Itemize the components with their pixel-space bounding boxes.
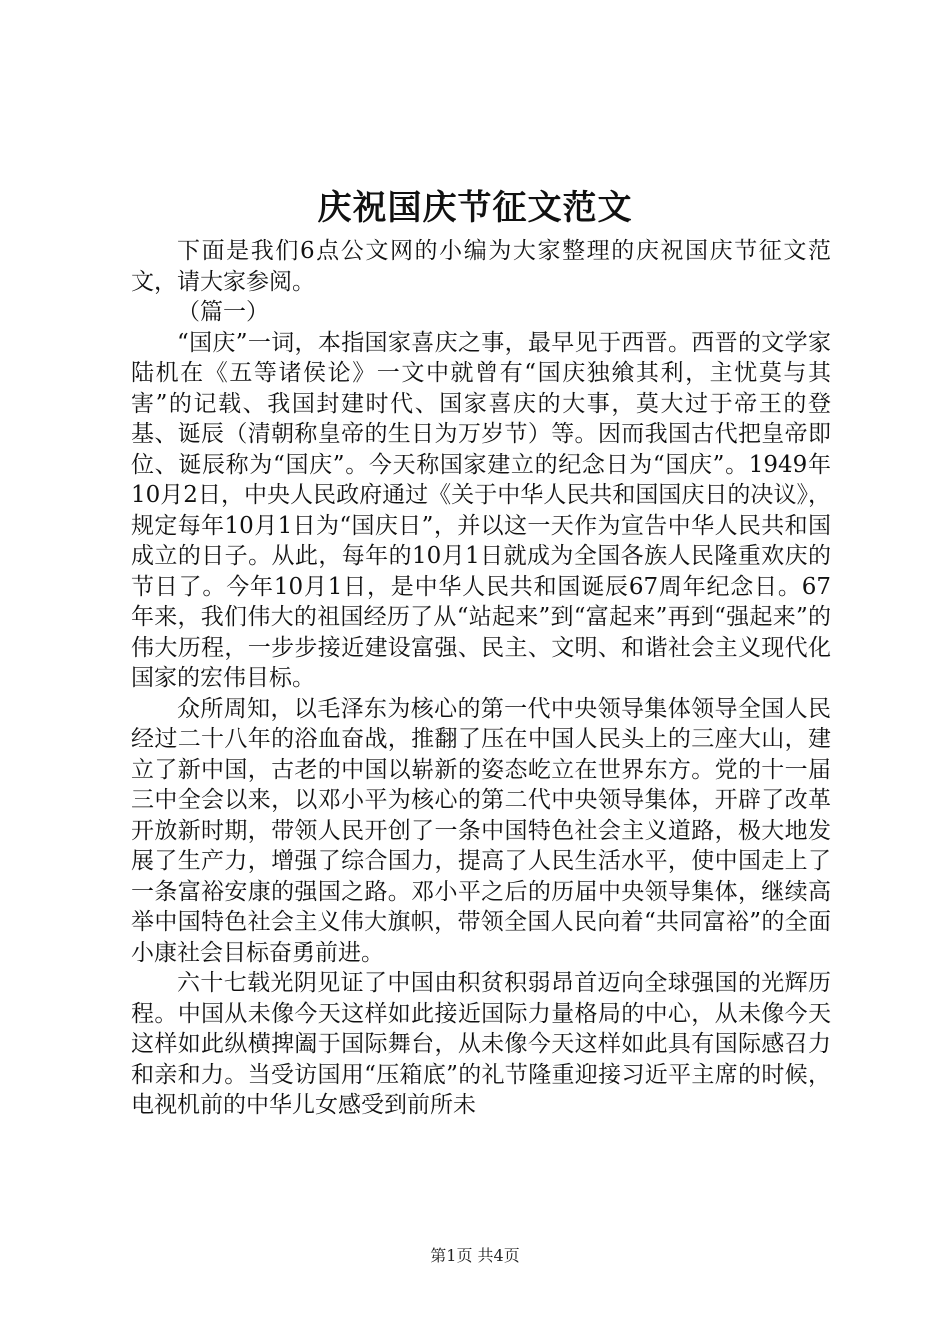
page-footer: 第1页 共4页 [430, 1246, 520, 1265]
paragraph-leadership: 众所周知，以毛泽东为核心的第一代中央领导集体领导全国人民经过二十八年的浴血奋战，推翻了压在中国人民头上的三座大山，建立了新中国，古老的中国以崭新的姿态屹立在世界东方。党的十一届三中全会以来，以邓小平为核心的第二代中央领导集体，开辟了改革开放新时期，带领人民开创了一条中国特色社会主义道路，极大地发展了生产力，增强了综合国力，提高了人民生活水平，使中国走上了一条富裕安康的强国之路。邓小平之后的历届中央领导集体，继续高举中国特色社会主义伟大旗帜，带领全国人民向着“共同富裕”的全面小康社会目标奋勇前进。 [131, 695, 831, 966]
document-body [131, 236, 831, 1121]
paragraph-sixty-seven-years: 六十七载光阴见证了中国由积贫积弱昂首迈向全球强国的光辉历程。中国从未像今天这样如此接近国际力量格局的中心，从未像今天这样如此纵横捭阖于国际舞台，从未像今天这样如此具有国际感召力和亲和力。当受访国用“压箱底”的礼节隆重迎接习近平主席的时候，电视机前的中华儿女感受到前所未 [131, 970, 831, 1118]
paragraph-guoqing-origin: “国庆”一词，本指国家喜庆之事，最早见于西晋。西晋的文学家陆机在《五等诸侯论》一文中就曾有“国庆独飨其利，主忧莫与其害”的记载、我国封建时代、国家喜庆的大事，莫大过于帝王的登基、诞辰（清朝称皇帝的生日为万岁节）等。因而我国古代把皇帝即位、诞辰称为“国庆”。今天称国家建立的纪念日为“国庆”。1949年10月2日，中央人民政府通过《关于中华人民共和国国庆日的决议》，规定每年10月1日为“国庆日”，并以这一天作为宣告中华人民共和国成立的日子。从此，每年的10月1日就成为全国各族人民隆重欢庆的节日了。今年10月1日，是中华人民共和国诞辰67周年纪念日。67年来，我们伟大的祖国经历了从“站起来”到“富起来”再到“强起来”的伟大历程，一步步接近建设富强、民主、文明、和谐社会主义现代化国家的宏伟目标。 [131, 329, 831, 691]
document-title: 庆祝国庆节征文范文 [317, 188, 633, 228]
paragraph-section-label: （篇一） [177, 299, 269, 325]
paragraph-intro: 下面是我们6点公文网的小编为大家整理的庆祝国庆节征文范文，请大家参阅。 [131, 238, 831, 295]
